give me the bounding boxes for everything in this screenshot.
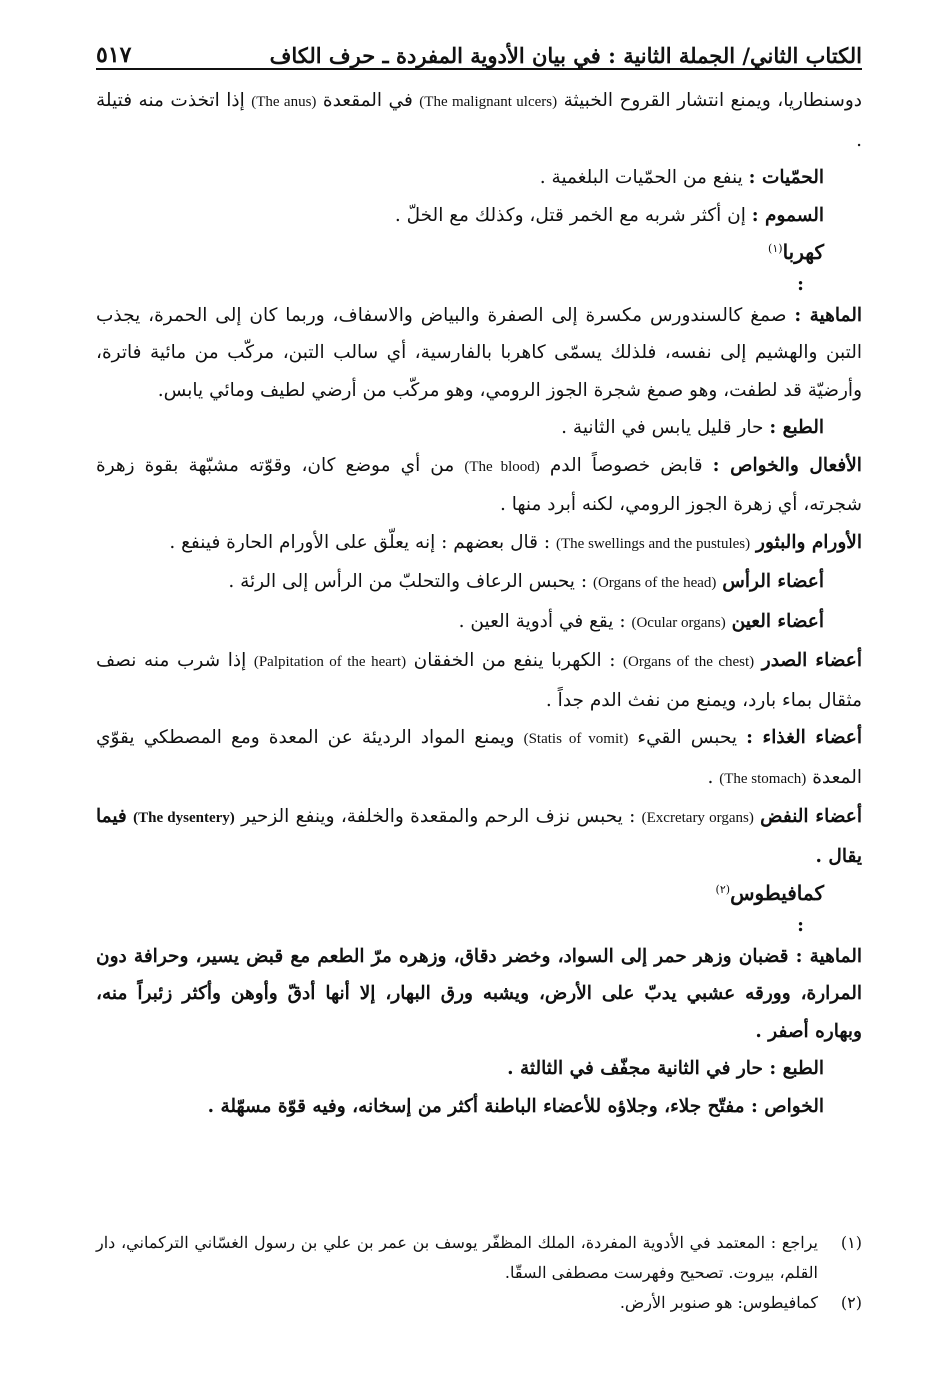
subheading: أعضاء العين — [731, 610, 824, 632]
paragraph — [96, 82, 862, 159]
paragraph — [96, 1088, 862, 1126]
english-term: (Palpitation of the heart) — [253, 654, 407, 670]
text: يحبس القيء — [637, 727, 737, 748]
text: . — [707, 766, 714, 788]
english-term: (The swellings and the pustules) — [556, 535, 751, 552]
footnote-number: (٢) — [840, 1293, 862, 1312]
footnote — [96, 1228, 862, 1288]
text: : يحبس نزف الرحم والمقعدة والخلفة، وينفع الزحير — [241, 806, 636, 827]
paragraph — [96, 197, 862, 235]
english-term: (Statis of vomit) — [523, 731, 629, 747]
english-term: (The stomach) — [719, 770, 807, 787]
text: ينفع من الحمّيات البلغمية . — [539, 167, 743, 188]
english-term: (The anus) — [251, 94, 317, 110]
page — [96, 28, 862, 1125]
page-number: ٥١٧ — [96, 42, 132, 68]
paragraph — [96, 798, 862, 875]
subheading: أعضاء الصدر — [761, 650, 862, 671]
text: : يقع في أدوية العين . — [458, 610, 626, 632]
text: حار قليل يابس في الثانية . — [561, 417, 764, 438]
footnote-text: كمافيطوس: هو صنوبر الأرض. — [619, 1293, 818, 1312]
text: قضبان وزهر حمر إلى السواد، وخضر دقاق، وزهره مرّ الطعم مع قبض يسير، وحرافة دون المرارة، وورقه عشبي يدبّ على الأرض، ويشبه ورق البهار، إلا أنها أدقّ وأوهن وأكثر زئبراً منه، وبهاره أصفر . — [96, 945, 862, 1042]
text: في المقعدة — [322, 90, 413, 111]
footnote-text: يراجع : المعتمد في الأدوية المفردة، الملك المظفّر يوسف بن عمر بن علي بن رسول الغسّاني التركماني، دار القلم، بيروت. تصحيح وفهرست مصطفى السقّا. — [96, 1233, 818, 1282]
entry-word: كمافيطوس — [730, 881, 824, 905]
page-header — [96, 28, 862, 70]
text: إن أكثر شربه مع الخمر قتل، وكذلك مع الخلّ . — [394, 204, 746, 226]
paragraph — [96, 409, 862, 447]
paragraph — [96, 719, 862, 798]
subheading: أعضاء الغذاء : — [746, 727, 862, 748]
text: حار في الثانية مجفّف في الثالثة . — [507, 1058, 763, 1079]
text: إذا شرب منه نصف مثقال بماء بارد، ويمنع من نفث الدم جداً . — [96, 650, 862, 711]
paragraph — [96, 603, 862, 643]
english-term: (The blood) — [464, 458, 540, 475]
paragraph — [96, 1050, 862, 1088]
text: : قال بعضهم : إنه يعلّق على الأورام الحارة فينفع . — [169, 531, 551, 553]
english-term: (Organs of the chest) — [623, 654, 755, 670]
entry-heading — [96, 875, 862, 938]
text: قابض خصوصاً الدم — [549, 454, 703, 476]
footnote — [96, 1288, 862, 1318]
running-header: الكتاب الثاني/ الجملة الثانية : في بيان الأدوية المفردة ـ حرف الكاف — [269, 43, 862, 68]
english-term: (The malignant ulcers) — [419, 94, 558, 110]
subheading: الأورام والبثور — [756, 531, 862, 553]
paragraph — [96, 642, 862, 719]
entry-heading — [96, 234, 862, 297]
subheading: السموم : — [751, 204, 824, 226]
text: صمغ كالسندورس مكسرة إلى الصفرة والبياض والاسفاف، وربما كان إلى الحمرة، يجذب التبن والهشيم إلى نفسه، فلذلك يسمّى كاهربا بالفارسية، أي سالب التبن، مركّب من مائية فاترة، وأرضيّة قد لطفت، وهو صمغ شجرة الجوز الرومي، وهو مركّب من أرضي لطيف ومائي يابس. — [96, 304, 862, 401]
english-term: (Excretary organs) — [641, 810, 754, 826]
english-term: (The dysentery) — [133, 810, 235, 826]
paragraph — [96, 297, 862, 410]
paragraph — [96, 563, 862, 603]
text: إذا اتخذت منه فتيلة . — [96, 90, 862, 151]
subheading: الخواص : — [750, 1095, 824, 1117]
subheading: الحمّيات : — [748, 167, 824, 188]
text: دوسنطاريا، ويمنع انتشار القروح الخبيثة — [563, 90, 863, 111]
paragraph — [96, 159, 862, 197]
subheading: أعضاء الرأس — [722, 571, 824, 592]
subheading: الماهية : — [794, 304, 863, 326]
footnotes — [96, 1228, 862, 1318]
paragraph — [96, 447, 862, 524]
subheading: الطبع : — [769, 1058, 824, 1079]
text: من أي موضع كان، وقوّته مشبّهة بقوة زهرة شجرته، أي زهرة الجوز الرومي، لكنه أبرد منها . — [96, 454, 862, 515]
text: : يحبس الرعاف والتحلبّ من الرأس إلى الرئة . — [228, 571, 588, 592]
entry-word: كهربا — [782, 240, 824, 264]
main-text — [96, 82, 862, 1125]
subheading: أعضاء النفض — [760, 806, 862, 827]
footnote-ref: (٢) — [715, 882, 731, 896]
text: مفتّح جلاء، وجلاؤه للأعضاء الباطنة أكثر من إسخانه، وفيه قوّة مسهّلة . — [207, 1095, 745, 1117]
english-term: (Ocular organs) — [631, 614, 726, 631]
subheading: الماهية : — [795, 945, 862, 967]
text: : الكهربا ينفع من الخفقان — [413, 650, 616, 671]
footnote-number: (١) — [840, 1233, 862, 1252]
text: ويمنع المواد الرديئة عن المعدة ومع المصطكي يقوّي المعدة — [96, 727, 862, 788]
entry-colon: : — [797, 273, 804, 295]
footnote-ref: (١) — [768, 241, 783, 255]
subheading: الطبع : — [769, 417, 824, 438]
text: فيما يقال . — [96, 806, 862, 867]
paragraph — [96, 938, 862, 1051]
paragraph — [96, 524, 862, 564]
entry-colon: : — [797, 914, 804, 936]
english-term: (Organs of the head) — [592, 575, 717, 591]
subheading: الأفعال والخواص : — [712, 454, 862, 476]
